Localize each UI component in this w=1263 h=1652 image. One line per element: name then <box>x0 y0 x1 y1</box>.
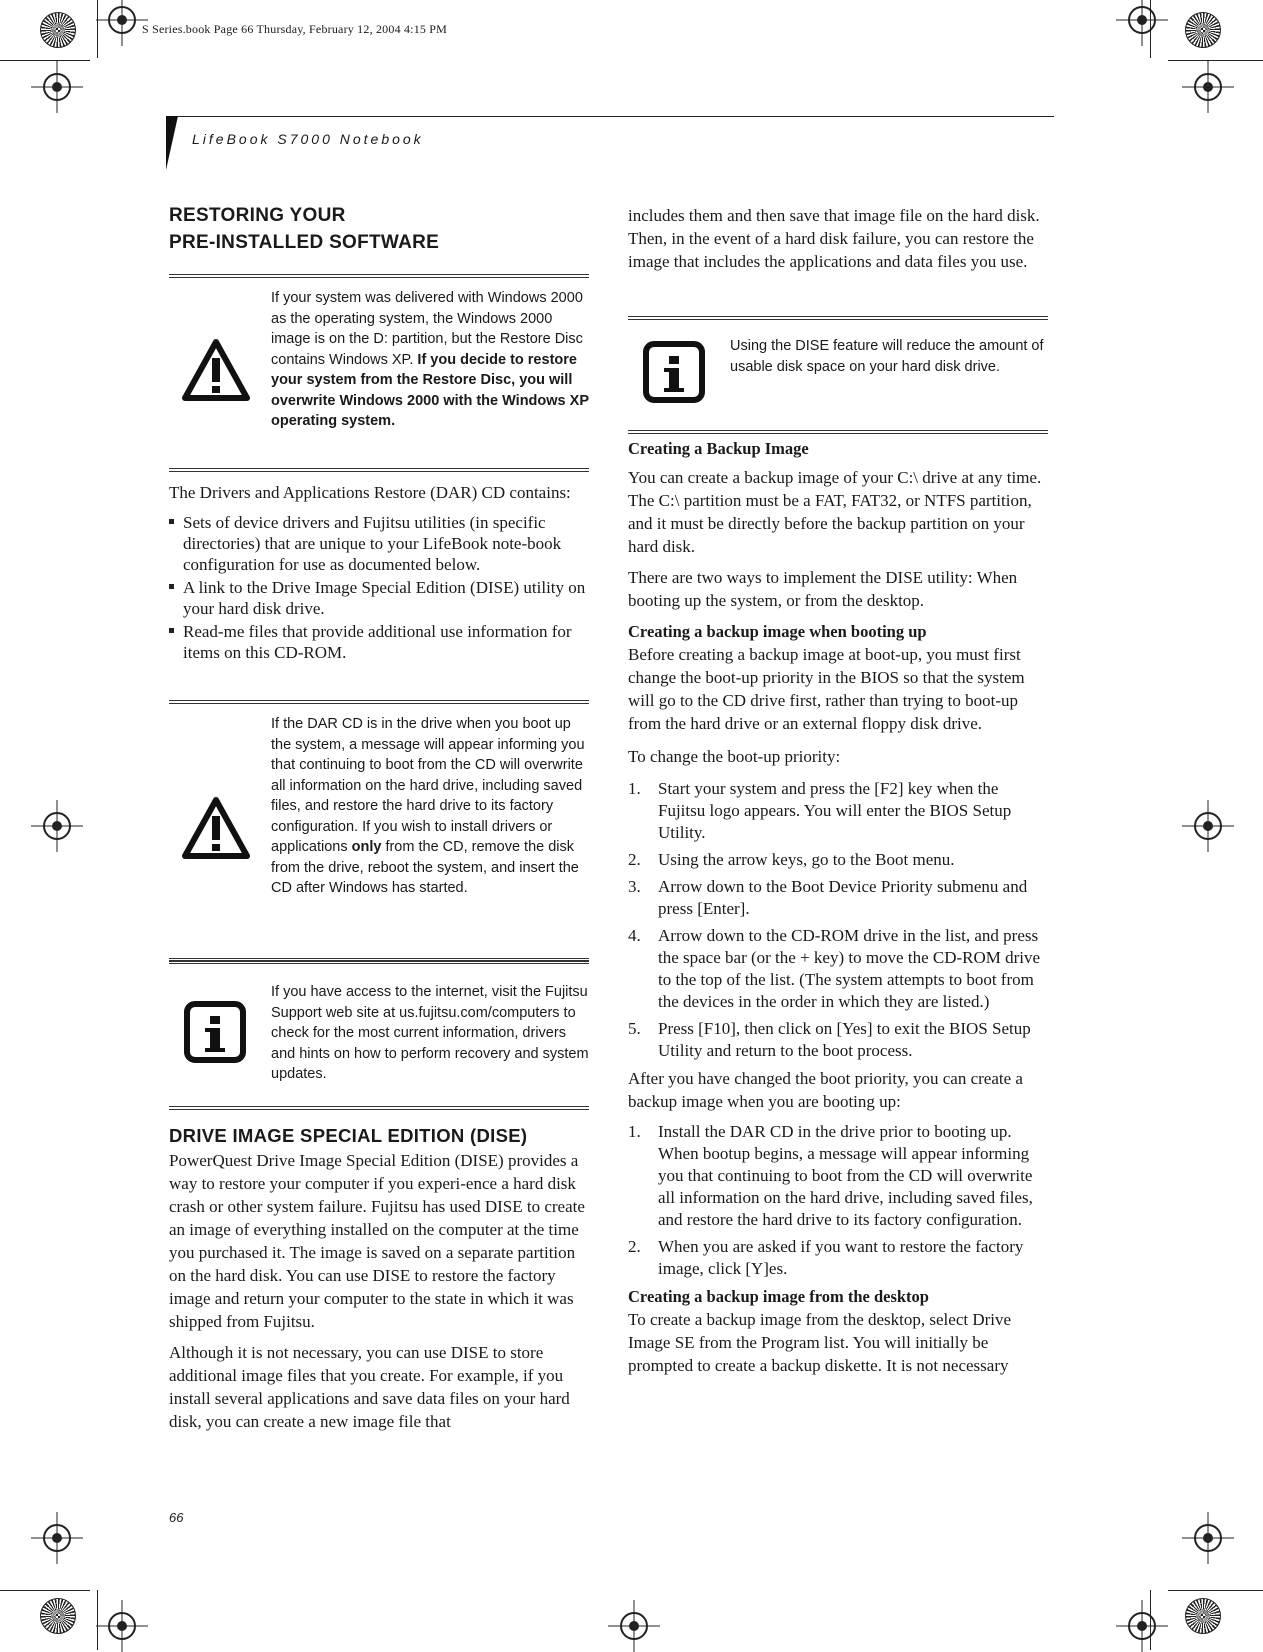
info-note-support <box>169 960 589 1110</box>
registration-mark-bottom-right <box>1128 1612 1156 1640</box>
desktop-paragraph: To create a backup image from the desktop, select Drive Image SE from the Program list. You will initially be prompted to create a backup diskette. It is not necessary <box>628 1310 1012 1375</box>
heading-line-2: PRE-INSTALLED SOFTWARE <box>169 232 440 253</box>
note-body: If the DAR CD is in the drive when you boot up the system, a message will appear informing you that continuing to boot from the CD will overwrite all information on the hard drive, including saved files, and restore the hard drive to its factory configuration. If you wish to install drivers or applications <box>271 716 585 855</box>
header-wedge <box>166 116 184 172</box>
crop-line <box>1168 60 1263 61</box>
backup-paragraph-2: There are two ways to implement the DISE utility: When booting up the system, or from the desktop. <box>628 568 1018 610</box>
crop-line <box>1168 1590 1263 1591</box>
crop-line <box>1150 0 1151 58</box>
registration-mark-top-right <box>1128 6 1156 34</box>
registration-mark-right-middle <box>1194 812 1222 840</box>
list-item: 2. Using the arrow keys, go to the Boot menu. <box>628 850 955 869</box>
running-header: LifeBook S7000 Notebook <box>192 131 424 147</box>
crop-line <box>0 60 90 61</box>
list-item: A link to the Drive Image Special Edition (DISE) utility on your hard disk drive. <box>169 577 589 619</box>
paragraph: includes them and then save that image file on the hard disk. Then, in the event of a hard disk failure, you can restore the image that includes the applications and data files you use. <box>628 206 1040 271</box>
info-icon <box>642 340 706 404</box>
change-intro: To change the boot-up priority: <box>628 747 841 766</box>
backup-section <box>628 438 1048 1385</box>
boot-paragraph: Before creating a backup image at boot-up, you must first change the boot-up priority in the BIOS so that the system will go to the CD drive first, rather than trying to boot-up from the hard drive or an external floppy disk drive. <box>628 645 1025 733</box>
list-item: 3. Arrow down to the Boot Device Priority submenu and press [Enter]. <box>628 877 1028 918</box>
warning-note-dar-cd <box>169 700 589 962</box>
crop-line <box>0 1590 90 1591</box>
note-text: Using the DISE feature will reduce the amount of usable disk space on your hard disk drive. <box>730 338 1044 375</box>
crop-star-bottom-left <box>40 1598 76 1634</box>
registration-mark-left-middle <box>43 812 71 840</box>
info-icon <box>183 1000 247 1064</box>
dise-section <box>169 1122 589 1441</box>
boot-backup-steps <box>628 1121 1048 1280</box>
warning-icon <box>181 796 251 860</box>
note-emphasis: If you decide to restore your system from the Restore Disc, you will overwrite Windows 2000 with the Windows XP operating system. <box>271 351 589 429</box>
registration-mark-bottom <box>108 1612 136 1640</box>
dar-contents <box>169 481 589 671</box>
page-number: 66 <box>169 1510 184 1525</box>
registration-mark-top <box>108 6 136 34</box>
list-item: 1. Install the DAR CD in the drive prior to booting up. When bootup begins, a message will appear informing you that continuing to boot from the CD will overwrite all information on the hard drive, including saved files, and restore the hard drive to its factory configuration. <box>628 1122 1033 1229</box>
dise-paragraph-2: Although it is not necessary, you can use DISE to store additional image files that you create. For example, if you install several applications and save data files on your hard disk, you can create a new image file that <box>169 1343 570 1431</box>
list-item: Read-me files that provide additional use information for items on this CD-ROM. <box>169 621 589 663</box>
note-body-end: from the CD, remove the disk from the drive, reboot the system, and insert the CD after Windows has started. <box>271 839 579 896</box>
crop-star-top-right <box>1185 12 1221 48</box>
list-item: Sets of device drivers and Fujitsu utilities (in specific directories) that are unique to your LifeBook note-book configuration for use as documented below. <box>169 512 589 575</box>
dar-intro: The Drivers and Applications Restore (DAR) CD contains: <box>169 483 571 502</box>
registration-mark-left-lower <box>43 1524 71 1552</box>
section-heading-restoring <box>169 202 589 256</box>
continued-paragraph <box>628 204 1048 281</box>
list-item: 5. Press [F10], then click on [Yes] to exit the BIOS Setup Utility and return to the boot process. <box>628 1019 1031 1060</box>
backup-paragraph-1: You can create a backup image of your C:\ drive at any time. The C:\ partition must be a FAT, FAT32, or NTFS partition, and it must be directly before the backup partition on your hard disk. <box>628 468 1042 556</box>
note-text <box>271 714 589 899</box>
crop-star-bottom-right <box>1185 1598 1221 1634</box>
registration-mark-bottom-center <box>620 1612 648 1640</box>
registration-mark-right-lower <box>1194 1524 1222 1552</box>
boot-priority-steps <box>628 778 1048 1062</box>
list-item: 4. Arrow down to the CD-ROM drive in the list, and press the space bar (or the + key) to move the CD-ROM drive to the top of the list. (The system attempts to boot from the devices in the order in which they are listed.) <box>628 926 1041 1011</box>
heading-line-1: RESTORING YOUR <box>169 205 346 226</box>
note-text: If you have access to the internet, visit the Fujitsu Support web site at us.fujitsu.com/computers to check for the most current information, drivers and hints on how to perform recovery and system updates. <box>271 984 589 1082</box>
list-item: 1. Start your system and press the [F2] key when the Fujitsu logo appears. You will enter the BIOS Setup Utility. <box>628 779 1012 842</box>
boot-heading: Creating a backup image when booting up <box>628 622 927 641</box>
warning-note-windows2000 <box>169 274 589 472</box>
note-body: If your system was delivered with Windows 2000 as the operating system, the Windows 2000 image is on the D: partition, but the Restore Disc contains Windows XP. <box>271 290 583 368</box>
dar-bullet-list <box>169 512 589 663</box>
print-slug: S Series.book Page 66 Thursday, February 12, 2004 4:15 PM <box>142 22 448 36</box>
warning-icon <box>181 338 251 402</box>
desktop-heading: Creating a backup image from the desktop <box>628 1287 929 1306</box>
note-text <box>271 288 589 432</box>
crop-star-top-left <box>40 12 76 48</box>
backup-heading: Creating a Backup Image <box>628 439 809 458</box>
registration-mark-left-upper <box>43 73 71 101</box>
registration-mark-right-upper <box>1194 73 1222 101</box>
header-rule <box>170 116 1054 117</box>
dise-paragraph-1: PowerQuest Drive Image Special Edition (DISE) provides a way to restore your computer if you experi-ence a hard disk crash or other system failure. Fujitsu has used DISE to create an image of everything installed on the computer at the time you purchased it. The image is saved on a separate partition on the hard disk. You can use DISE to restore the factory image and return your computer to the state in which it was shipped from Fujitsu. <box>169 1151 585 1331</box>
crop-line <box>97 0 98 58</box>
note-emphasis: only <box>351 839 382 855</box>
crop-line <box>97 1590 98 1650</box>
crop-line <box>1150 1590 1151 1650</box>
info-note-disk-space <box>628 316 1048 434</box>
after-paragraph: After you have changed the boot priority, you can create a backup image when you are booting up: <box>628 1069 1023 1111</box>
dise-heading: DRIVE IMAGE SPECIAL EDITION (DISE) <box>169 1125 528 1146</box>
list-item: 2. When you are asked if you want to restore the factory image, click [Y]es. <box>628 1237 1024 1278</box>
